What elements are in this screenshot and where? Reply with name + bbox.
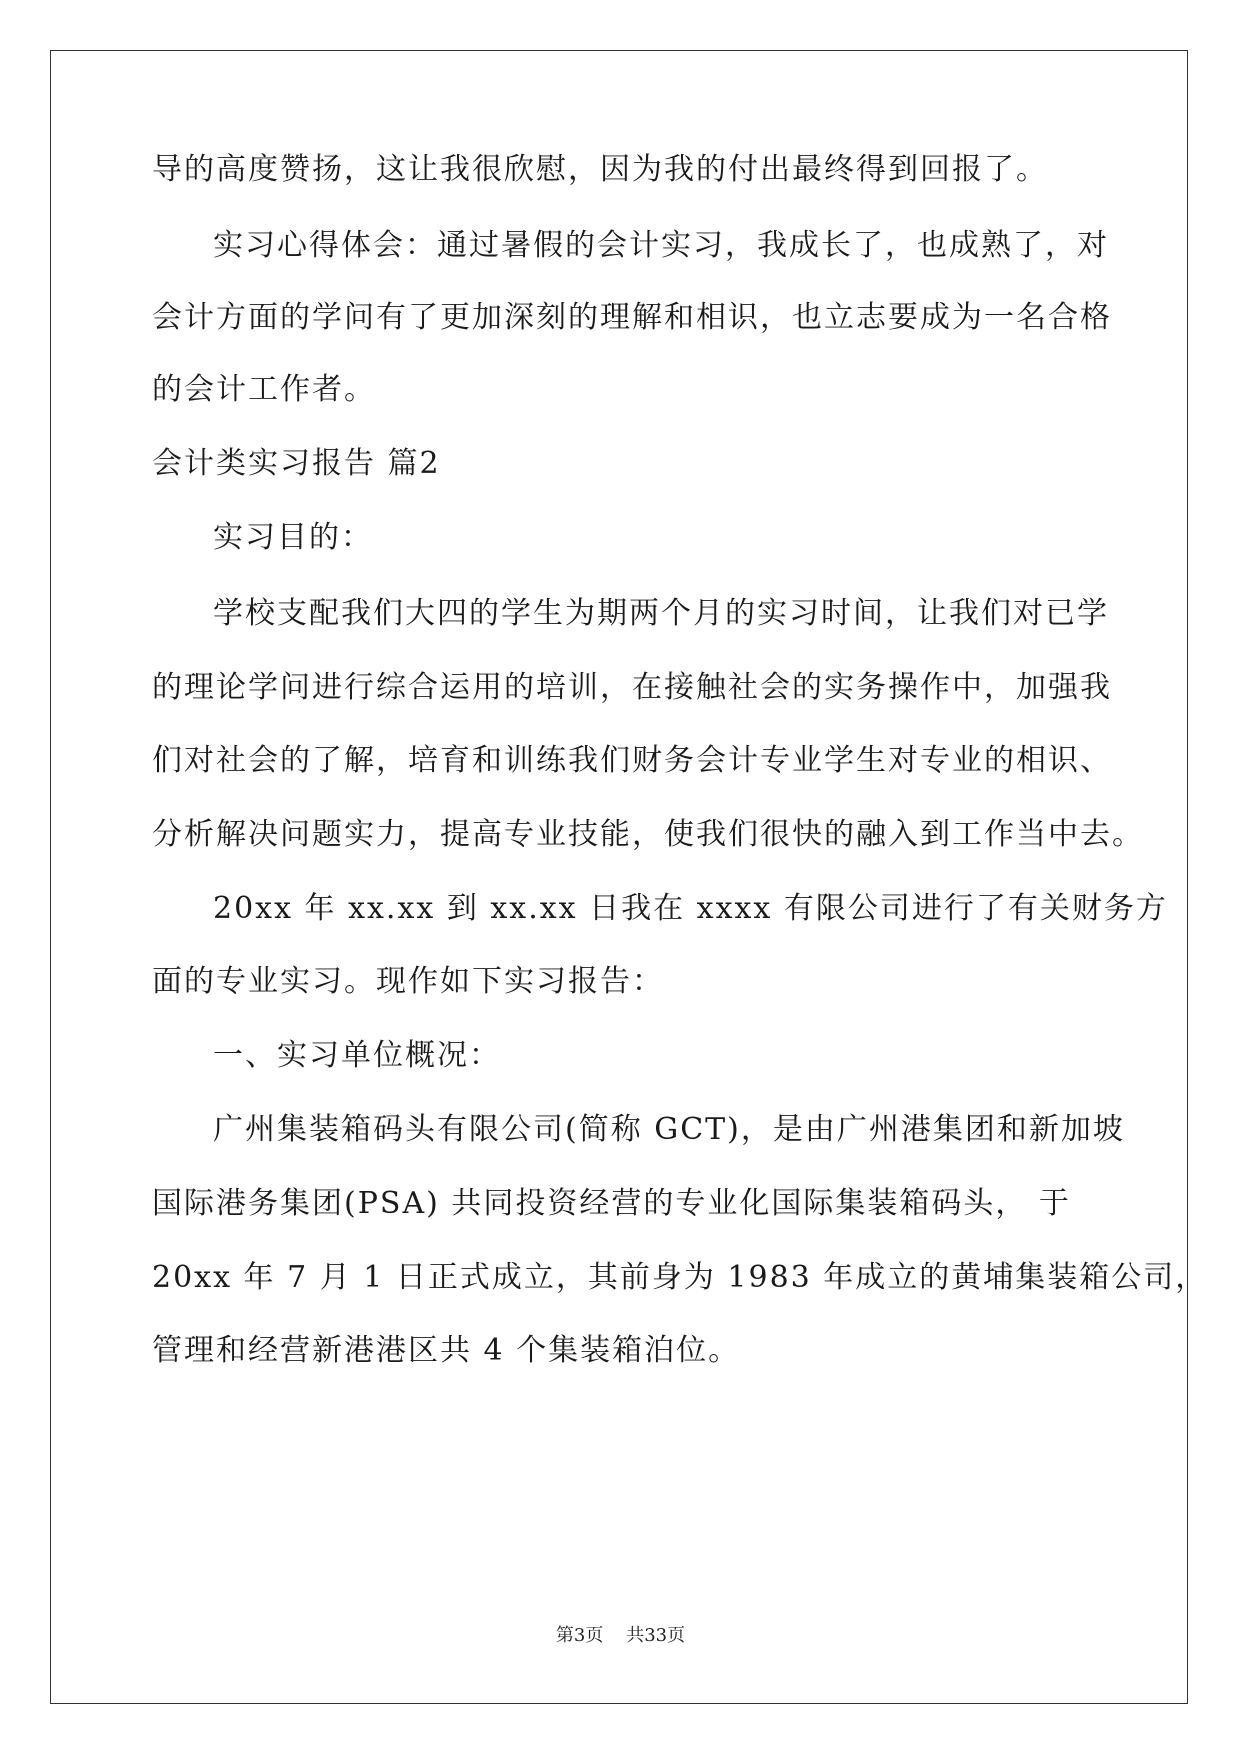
paragraph-line: 导的高度赞扬，这让我很欣慰，因为我的付出最终得到回报了。 (152, 152, 1048, 187)
paragraph-line: 管理和经营新港港区共 4 个集装箱泊位。 (152, 1333, 741, 1368)
paragraph-line: 国际港务集团(PSA) 共同投资经营的专业化国际集装箱码头， 于 (152, 1186, 1071, 1221)
paragraph-line: 会计方面的学问有了更加深刻的理解和相识，也立志要成为一名合格 (152, 300, 1112, 335)
paragraph-line: 学校支配我们大四的学生为期两个月的实习时间，让我们对已学 (213, 596, 1109, 631)
total-pages-label: 共33页 (626, 1625, 686, 1646)
paragraph-line: 实习目的： (213, 520, 373, 555)
paragraph-line: 20xx 年 xx.xx 到 xx.xx 日我在 xxxx 有限公司进行了有关财务方 (213, 891, 1168, 926)
paragraph-line: 一、实习单位概况： (213, 1038, 501, 1073)
current-page-label: 第3页 (555, 1625, 604, 1646)
paragraph-line: 20xx 年 7 月 1 日正式成立，其前身为 1983 年成立的黄埔集装箱公司， (152, 1260, 1208, 1295)
page-footer (0, 1624, 1241, 1648)
paragraph-line: 们对社会的了解，培育和训练我们财务会计专业学生对专业的相识、 (152, 743, 1112, 778)
paragraph-line: 实习心得体会：通过暑假的会计实习，我成长了，也成熟了，对 (213, 228, 1109, 263)
paragraph-line: 分析解决问题实力，提高专业技能，使我们很快的融入到工作当中去。 (152, 817, 1144, 852)
paragraph-line: 的会计工作者。 (152, 372, 376, 407)
paragraph-line: 广州集装箱码头有限公司(简称 GCT)，是由广州港集团和新加坡 (213, 1112, 1125, 1147)
section-heading: 会计类实习报告 篇2 (152, 446, 441, 481)
paragraph-line: 的理论学问进行综合运用的培训，在接触社会的实务操作中，加强我 (152, 670, 1112, 705)
paragraph-line: 面的专业实习。现作如下实习报告： (152, 964, 664, 999)
